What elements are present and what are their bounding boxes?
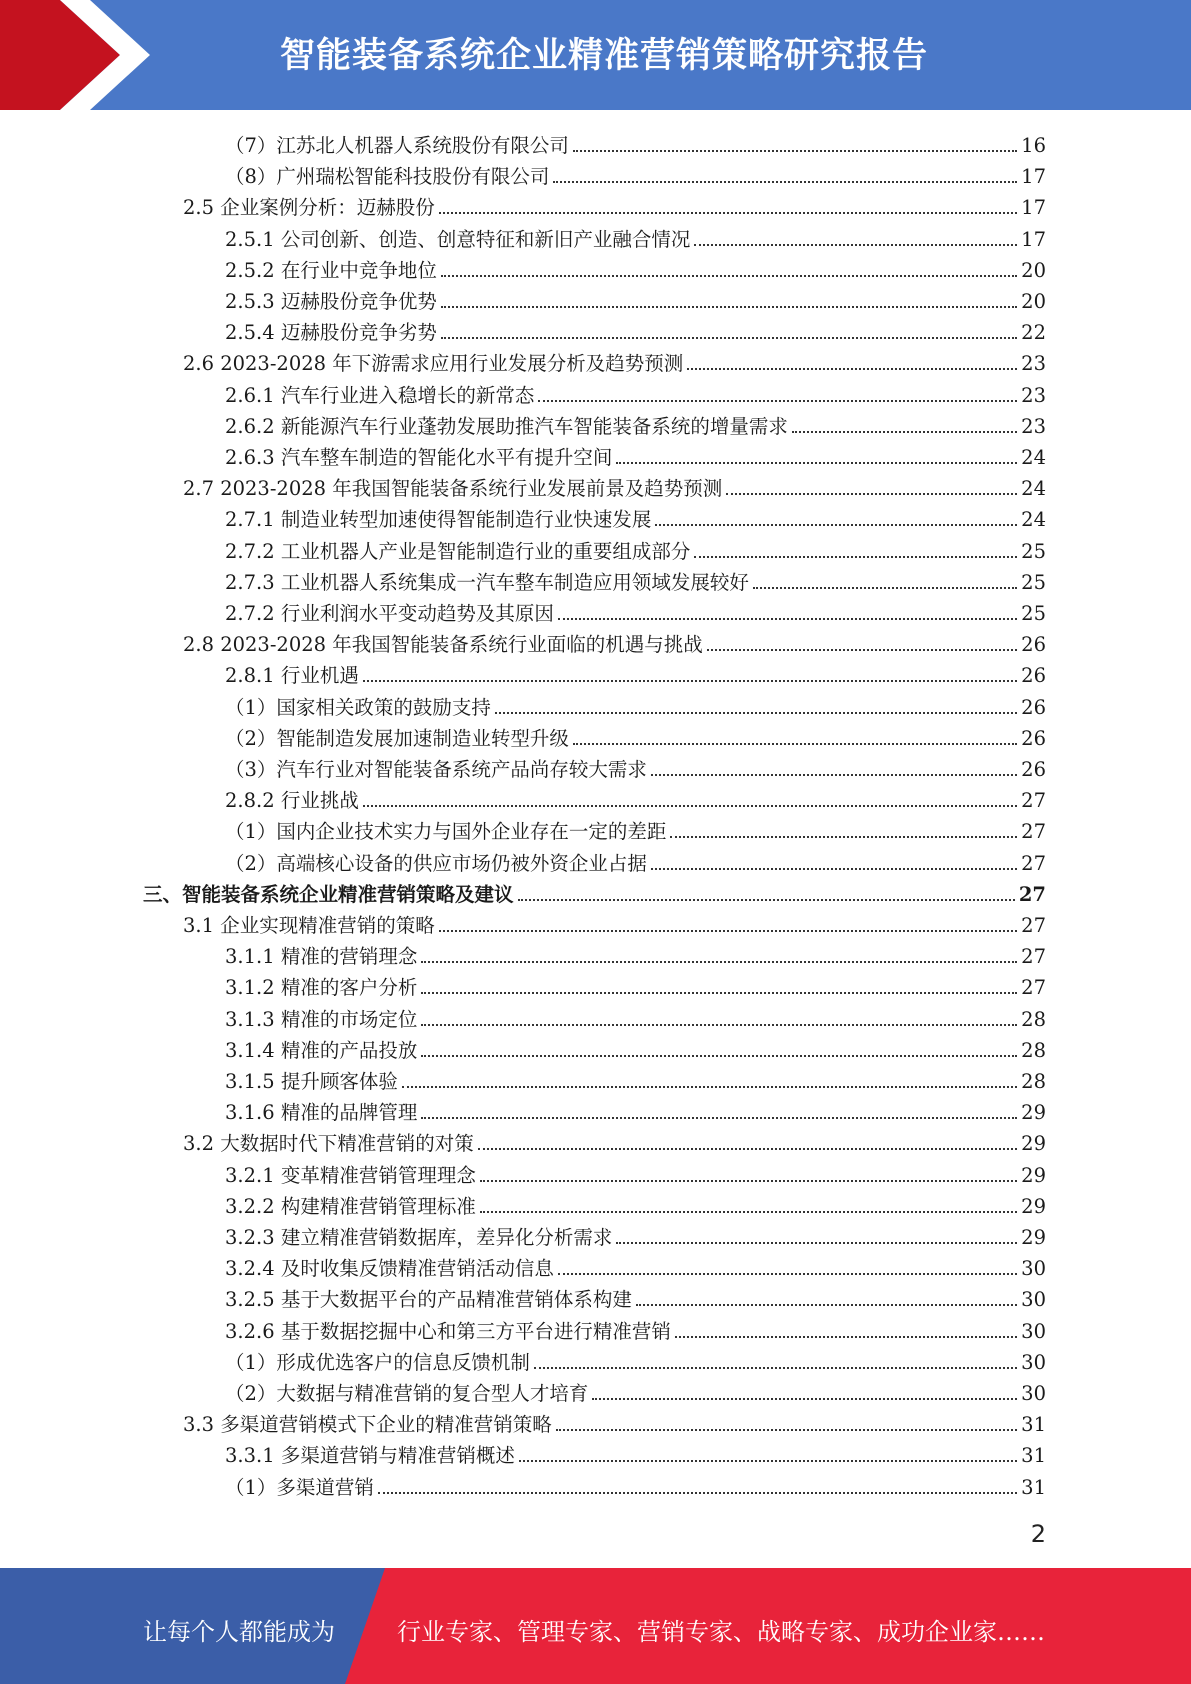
toc-entry[interactable] <box>225 720 1046 751</box>
toc-dot-leader <box>538 400 1017 402</box>
toc-entry-label: 2.6.2 新能源汽车行业蓬勃发展助推汽车智能装备系统的增量需求 <box>225 414 788 438</box>
toc-entry-label: 2.8.2 行业挑战 <box>225 789 359 813</box>
toc-dot-leader <box>694 556 1017 558</box>
toc-dot-leader <box>441 306 1017 308</box>
toc-dot-leader <box>636 1304 1017 1306</box>
toc-entry-page: 31 <box>1021 1444 1046 1468</box>
toc-dot-leader <box>378 1492 1017 1494</box>
toc-dot-leader <box>726 493 1017 495</box>
toc-entry[interactable] <box>225 845 1046 876</box>
toc-entry-label: （1）国家相关政策的鼓励支持 <box>225 695 491 719</box>
toc-entry-page: 27 <box>1021 851 1046 875</box>
toc-entry-label: （1）形成优选客户的信息反馈机制 <box>225 1350 530 1374</box>
page-number: 2 <box>1030 1520 1046 1548</box>
toc-dot-leader <box>707 649 1017 651</box>
toc-entry[interactable] <box>225 501 1046 532</box>
toc-entry[interactable] <box>225 1063 1046 1094</box>
toc-dot-leader <box>402 1086 1017 1088</box>
toc-entry-page: 30 <box>1021 1382 1046 1405</box>
toc-entry-label: 3.2.6 基于数据挖掘中心和第三方平台进行精准营销 <box>225 1319 671 1343</box>
toc-entry-page: 31 <box>1021 1413 1046 1437</box>
toc-entry-label: （7）江苏北人机器人系统股份有限公司 <box>225 134 569 157</box>
toc-entry[interactable] <box>225 377 1046 408</box>
toc-entry[interactable] <box>183 626 1046 657</box>
toc-entry-label: 2.8.1 行业机遇 <box>225 664 359 688</box>
toc-entry-page: 16 <box>1021 134 1046 157</box>
toc-dot-leader <box>592 1398 1017 1400</box>
toc-entry-page: 27 <box>1021 914 1046 937</box>
toc-dot-leader <box>616 462 1017 464</box>
toc-entry[interactable] <box>225 439 1046 470</box>
toc-entry-page: 20 <box>1021 258 1046 282</box>
toc-entry[interactable] <box>225 1469 1046 1500</box>
toc-entry-label: （8）广州瑞松智能科技股份有限公司 <box>225 165 550 189</box>
toc-entry-page: 26 <box>1021 726 1046 750</box>
toc-entry-page: 23 <box>1021 352 1046 376</box>
report-title: 智能装备系统企业精准营销策略研究报告 <box>280 36 929 76</box>
toc-entry-page: 24 <box>1021 446 1046 469</box>
toc-entry-page: 29 <box>1021 1226 1046 1249</box>
toc-dot-leader <box>441 275 1017 277</box>
toc-entry[interactable] <box>225 127 1046 158</box>
toc-entry-page: 30 <box>1021 1257 1046 1281</box>
toc-entry-page: 24 <box>1021 477 1046 501</box>
toc-dot-leader <box>534 1367 1017 1369</box>
toc-entry-page: 25 <box>1021 570 1046 594</box>
toc-dot-leader <box>655 524 1017 526</box>
toc-entry[interactable] <box>225 938 1046 969</box>
toc-entry[interactable] <box>183 470 1046 501</box>
toc-entry[interactable] <box>225 283 1046 314</box>
toc-entry-label: 3.2.4 及时收集反馈精准营销活动信息 <box>225 1257 554 1281</box>
toc-entry[interactable] <box>183 907 1046 938</box>
toc-dot-leader <box>616 1242 1017 1244</box>
toc-entry-label: 3.3.1 多渠道营销与精准营销概述 <box>225 1444 515 1468</box>
toc-dot-leader <box>519 1460 1017 1462</box>
toc-entry-page: 26 <box>1021 758 1046 781</box>
toc-entry-label: （1）国内企业技术实力与国外企业存在一定的差距 <box>225 820 667 844</box>
toc-entry[interactable] <box>225 1157 1046 1188</box>
toc-entry[interactable] <box>225 751 1046 782</box>
toc-entry-label: 三、智能装备系统企业精准营销策略及建议 <box>143 882 514 906</box>
toc-dot-leader <box>363 805 1017 807</box>
toc-entry[interactable] <box>225 564 1046 595</box>
toc-entry[interactable] <box>183 345 1046 376</box>
toc-entry-label: 3.1.3 精准的市场定位 <box>225 1007 418 1031</box>
toc-dot-leader <box>651 868 1017 870</box>
toc-entry-label: 2.7.2 行业利润水平变动趋势及其原因 <box>225 602 554 625</box>
toc-entry-page: 27 <box>1021 945 1046 969</box>
toc-entry-label: 3.1.6 精准的品牌管理 <box>225 1101 418 1125</box>
footer-slogan-right: 行业专家、管理专家、营销专家、战略专家、成功企业家…… <box>397 1618 1045 1646</box>
toc-dot-leader <box>480 1211 1017 1213</box>
toc-entry[interactable] <box>225 1344 1046 1375</box>
toc-dot-leader <box>421 992 1017 994</box>
toc-entry-label: （1）多渠道营销 <box>225 1475 374 1499</box>
toc-entry-page: 26 <box>1021 633 1046 657</box>
toc-entry[interactable] <box>225 252 1046 283</box>
toc-dot-leader <box>363 680 1017 682</box>
toc-entry[interactable] <box>225 1188 1046 1219</box>
toc-entry[interactable] <box>225 969 1046 1000</box>
toc-entry[interactable] <box>225 813 1046 844</box>
toc-dot-leader <box>573 743 1017 745</box>
toc-entry-page: 29 <box>1021 1101 1046 1125</box>
page-header <box>0 0 1191 110</box>
toc-entry-label: （2）智能制造发展加速制造业转型升级 <box>225 726 569 750</box>
toc-entry-label: 2.6 2023-2028 年下游需求应用行业发展分析及趋势预测 <box>183 352 684 376</box>
toc-entry-label: 2.6.1 汽车行业进入稳增长的新常态 <box>225 383 535 407</box>
toc-dot-leader <box>518 899 1015 901</box>
toc-entry[interactable] <box>183 189 1046 220</box>
toc-entry[interactable] <box>225 314 1046 345</box>
toc-entry-label: 2.5.1 公司创新、创造、创意特征和新旧产业融合情况 <box>225 227 691 251</box>
toc-entry-page: 28 <box>1021 1007 1046 1031</box>
toc-entry-page: 30 <box>1021 1288 1046 1312</box>
toc-entry-label: 2.5 企业案例分析：迈赫股份 <box>183 196 435 220</box>
toc-dot-leader <box>480 1180 1017 1182</box>
toc-entry-label: （2）高端核心设备的供应市场仍被外资企业占据 <box>225 851 647 875</box>
toc-dot-leader <box>421 1024 1017 1026</box>
toc-entry-label: 3.2.5 基于大数据平台的产品精准营销体系构建 <box>225 1288 632 1312</box>
toc-entry-page: 29 <box>1021 1163 1046 1187</box>
toc-dot-leader <box>439 212 1017 214</box>
toc-entry-label: 3.1.4 精准的产品投放 <box>225 1038 418 1062</box>
toc-entry[interactable] <box>183 1125 1046 1156</box>
toc-entry[interactable] <box>225 1281 1046 1312</box>
toc-entry-page: 29 <box>1021 1194 1046 1218</box>
toc-entry-label: 3.1.5 提升顾客体验 <box>225 1070 398 1093</box>
toc-entry-label: 3.2 大数据时代下精准营销的对策 <box>183 1132 474 1156</box>
toc-entry-page: 25 <box>1021 602 1046 625</box>
toc-entry[interactable] <box>225 782 1046 813</box>
toc-dot-leader <box>675 1336 1017 1338</box>
toc-entry-page: 31 <box>1021 1475 1046 1499</box>
toc-entry-page: 23 <box>1021 383 1046 407</box>
toc-entry-label: 2.7 2023-2028 年我国智能装备系统行业发展前景及趋势预测 <box>183 477 723 501</box>
toc-entry[interactable] <box>183 1406 1046 1437</box>
footer-slogan-left: 让每个人都能成为 <box>143 1618 335 1646</box>
toc-entry[interactable] <box>225 221 1046 252</box>
toc-entry-page: 20 <box>1021 290 1046 313</box>
toc-entry[interactable] <box>225 533 1046 564</box>
toc-entry[interactable] <box>225 1375 1046 1406</box>
toc-entry-page: 27 <box>1018 882 1046 906</box>
toc-entry-page: 30 <box>1021 1319 1046 1343</box>
toc-entry[interactable] <box>225 1032 1046 1063</box>
toc-entry-label: 2.6.3 汽车整车制造的智能化水平有提升空间 <box>225 446 613 469</box>
toc-dot-leader <box>421 1055 1017 1057</box>
toc-entry[interactable] <box>225 408 1046 439</box>
toc-entry-page: 25 <box>1021 539 1046 563</box>
toc-dot-leader <box>573 150 1017 152</box>
toc-entry[interactable] <box>225 1437 1046 1468</box>
toc-entry-label: 3.2.3 建立精准营销数据库，差异化分析需求 <box>225 1226 613 1249</box>
toc-dot-leader <box>439 930 1017 932</box>
toc-dot-leader <box>651 774 1017 776</box>
toc-entry-label: 2.7.1 制造业转型加速使得智能制造行业快速发展 <box>225 508 652 532</box>
toc-dot-leader <box>753 587 1017 589</box>
toc-entry-page: 23 <box>1021 414 1046 438</box>
toc-entry-label: 3.2.2 构建精准营销管理标准 <box>225 1194 476 1218</box>
toc-entry[interactable] <box>225 595 1046 626</box>
toc-entry-label: 3.1.2 精准的客户分析 <box>225 976 418 1000</box>
toc-dot-leader <box>421 961 1017 963</box>
toc-entry-page: 26 <box>1021 664 1046 688</box>
toc-entry-label: （2）大数据与精准营销的复合型人才培育 <box>225 1382 589 1405</box>
toc-dot-leader <box>558 618 1017 620</box>
toc-entry-page: 17 <box>1021 165 1046 189</box>
toc-entry[interactable] <box>225 1219 1046 1250</box>
toc-entry-page: 27 <box>1021 820 1046 844</box>
toc-dot-leader <box>421 1117 1017 1119</box>
toc-entry[interactable] <box>225 1313 1046 1344</box>
toc-entry-page: 29 <box>1021 1132 1046 1156</box>
toc-entry-label: 3.1.1 精准的营销理念 <box>225 945 418 969</box>
toc-entry-page: 28 <box>1021 1070 1046 1093</box>
toc-entry-label: 2.5.3 迈赫股份竞争优势 <box>225 290 437 313</box>
page-footer <box>0 1568 1191 1684</box>
toc-entry[interactable] <box>225 1094 1046 1125</box>
toc-dot-leader <box>670 836 1017 838</box>
toc-entry-label: 2.7.2 工业机器人产业是智能制造行业的重要组成部分 <box>225 539 691 563</box>
toc-dot-leader <box>558 1273 1017 1275</box>
toc-entry-label: 2.5.4 迈赫股份竞争劣势 <box>225 321 437 345</box>
toc-dot-leader <box>553 181 1017 183</box>
toc-entry[interactable] <box>225 1250 1046 1281</box>
toc-entry-label: 3.2.1 变革精准营销管理理念 <box>225 1163 476 1187</box>
toc-dot-leader <box>441 337 1017 339</box>
toc-entry-label: 3.1 企业实现精准营销的策略 <box>183 914 435 937</box>
toc-entry-page: 17 <box>1021 196 1046 220</box>
toc-dot-leader <box>478 1148 1017 1150</box>
toc-entry[interactable] <box>225 657 1046 688</box>
toc-entry[interactable] <box>143 876 1046 907</box>
toc-entry-page: 24 <box>1021 508 1046 532</box>
toc-entry-label: 3.3 多渠道营销模式下企业的精准营销策略 <box>183 1413 552 1437</box>
toc-entry[interactable] <box>225 158 1046 189</box>
toc-entry-page: 30 <box>1021 1350 1046 1374</box>
toc-dot-leader <box>495 712 1017 714</box>
toc-entry-label: （3）汽车行业对智能装备系统产品尚存较大需求 <box>225 758 647 781</box>
toc-entry-label: 2.8 2023-2028 年我国智能装备系统行业面临的机遇与挑战 <box>183 633 703 657</box>
toc-entry-page: 26 <box>1021 695 1046 719</box>
toc-dot-leader <box>556 1429 1017 1431</box>
toc-dot-leader <box>694 244 1017 246</box>
toc-entry-label: 2.7.3 工业机器人系统集成一汽车整车制造应用领域发展较好 <box>225 570 749 594</box>
toc-entry[interactable] <box>225 1001 1046 1032</box>
toc-entry-page: 27 <box>1021 976 1046 1000</box>
toc-entry-label: 2.5.2 在行业中竞争地位 <box>225 258 437 282</box>
toc-entry-page: 28 <box>1021 1038 1046 1062</box>
toc-dot-leader <box>792 431 1017 433</box>
toc-entry-page: 17 <box>1021 227 1046 251</box>
toc-entry-page: 27 <box>1021 789 1046 813</box>
toc-entry[interactable] <box>225 689 1046 720</box>
toc-dot-leader <box>687 368 1017 370</box>
toc-entry-page: 22 <box>1021 321 1046 345</box>
